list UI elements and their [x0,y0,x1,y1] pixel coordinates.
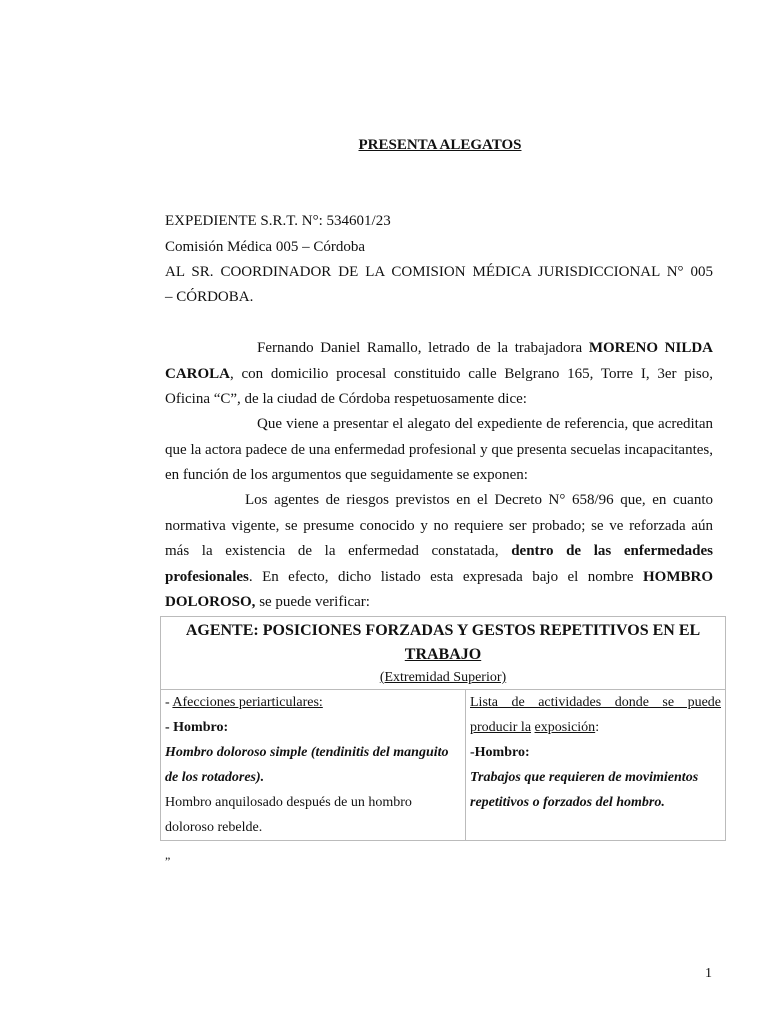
paragraph-presentation [165,336,713,413]
paragraph1-text-a: Fernando Daniel Ramallo, letrado de la trabajadora [257,340,589,356]
closing-quote: ” [165,854,171,868]
table-left-cell [161,690,466,841]
right-label-underlined: exposición [534,720,596,735]
table-right-cell [466,690,726,841]
left-item-label: - Hombro: [165,720,229,735]
table-heading-text: AGENTE: POSICIONES FORZADAS Y GESTOS REPETITIVOS EN EL [185,622,701,639]
right-item-label: -Hombro: [470,745,530,760]
left-label [165,690,461,715]
left-item-italic: Hombro doloroso simple (tendinitis del manguito de los rotadores). [165,745,449,785]
addressee-line-2: – CÓRDOBA. [165,289,254,305]
paragraph3-text-b: . En efecto, dicho listado esta expresada bajo el nombre [248,568,643,585]
paragraph3-text-a: Los agentes de riesgos previstos en el Decreto N° 658/96 que, en cuanto normativa vigente, se presume conocido y no requiere ser probado; se ve reforzada aún más la existencia de la enfermedad constatada, [165,492,713,559]
right-label-suffix: : [595,720,600,735]
table-subheading [165,667,721,689]
left-label-prefix: - [165,695,173,710]
paragraph3-bold-a: dentro de las enfermedades profesionales [165,543,713,585]
right-label [470,690,721,740]
right-item-italic: Trabajos que requieren de movimientos repetitivos o forzados del hombro. [470,770,699,810]
left-item-normal: Hombro anquilosado después de un hombro doloroso rebelde. [165,795,412,835]
addressee-line: AL SR. COORDINADOR DE LA COMISION MÉDICA JURISDICCIONAL N° 005 [165,264,713,280]
document-title: PRESENTA ALEGATOS [358,137,522,153]
right-label-text: Lista de actividades donde se puede producir la [470,695,721,735]
table-heading [165,617,721,667]
paragraph-agentes [165,488,713,616]
table-subheading-text: (Extremidad Superior) [379,670,507,685]
agent-table [160,616,726,841]
page-number: 1 [705,966,712,981]
expediente-line: EXPEDIENTE S.R.T. N°: 534601/23 [165,213,391,229]
paragraph3-text-c: se puede verificar: [255,594,370,610]
worker-name: MORENO NILDA CAROLA [165,340,713,382]
paragraph1-text-b: , con domicilio procesal constituido calle Belgrano 165, Torre I, 3er piso, Oficina “C”, de la ciudad de Córdoba respetuosamente dice: [165,365,713,407]
comision-line: Comisión Médica 005 – Córdoba [165,239,365,255]
paragraph-alegato [165,412,713,489]
table-header-cell [161,617,726,690]
paragraph3-bold-b: HOMBRO DOLOROSO, [165,568,713,610]
left-label-text: Afecciones periarticulares: [172,695,323,710]
table-heading-underlined: TRABAJO [404,646,482,663]
paragraph2-text: Que viene a presentar el alegato del expediente de referencia, que acreditan que la actora padece de una enfermedad profesional y que presenta secuelas incapacitantes, en función de los argumentos que seguidamente se exponen: [165,416,713,483]
